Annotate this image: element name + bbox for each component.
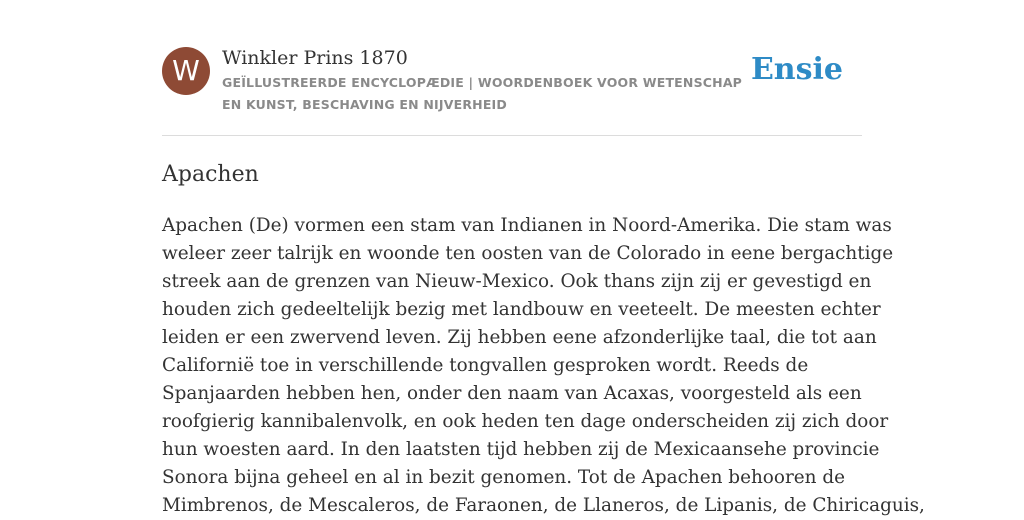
source-avatar[interactable]: W [162,47,210,95]
entry-title: Apachen [162,162,259,187]
source-header [162,44,862,136]
entry-body [162,212,925,520]
source-subtitle: GEÏLLUSTREERDE ENCYCLOPÆDIE | WOORDENBOEK VOOR WETENSCHAP EN KUNST, BESCHAVING EN NIJVERHEID [222,75,743,112]
entry-body-line: streek aan de grenzen van Nieuw-Mexico. Ook thans zijn zij er gevestigd en [162,271,872,292]
source-title[interactable]: Winkler Prins 1870 [222,47,408,69]
article-container [162,44,925,516]
entry-body-line: houden zich gedeeltelijk bezig met landbouw en veeteelt. De meesten echter [162,299,881,320]
ensie-logo-link[interactable]: Ensie [750,52,843,87]
entry-body-line: weleer zeer talrijk en woonde ten oosten van de Colorado in eene bergachtige [162,243,894,264]
entry-body-line: Apachen (De) vormen een stam van Indianen in Noord-Amerika. Die stam was [162,215,892,236]
entry-body-line: Spanjaarden hebben hen, onder den naam van Acaxas, voorgesteld als een [162,383,862,404]
entry-body-line: roofgierig kannibalenvolk, en ook heden ten dage onderscheiden zij zich door [162,411,889,432]
entry-body-line: Sonora bijna geheel en al in bezit genomen. Tot de Apachen behooren de [162,467,845,488]
entry-body-line: Mimbrenos, de Mescaleros, de Faraonen, de Llaneros, de Lipanis, de Chiricaguis, [162,495,925,516]
entry-body-line: Californië toe in verschillende tongvallen gesproken wordt. Reeds de [162,355,809,376]
entry-body-line: hun woesten aard. In den laatsten tijd hebben zij de Mexicaansehe provincie [162,439,880,460]
entry-body-line: leiden er een zwervend leven. Zij hebben eene afzonderlijke taal, die tot aan [162,327,877,348]
